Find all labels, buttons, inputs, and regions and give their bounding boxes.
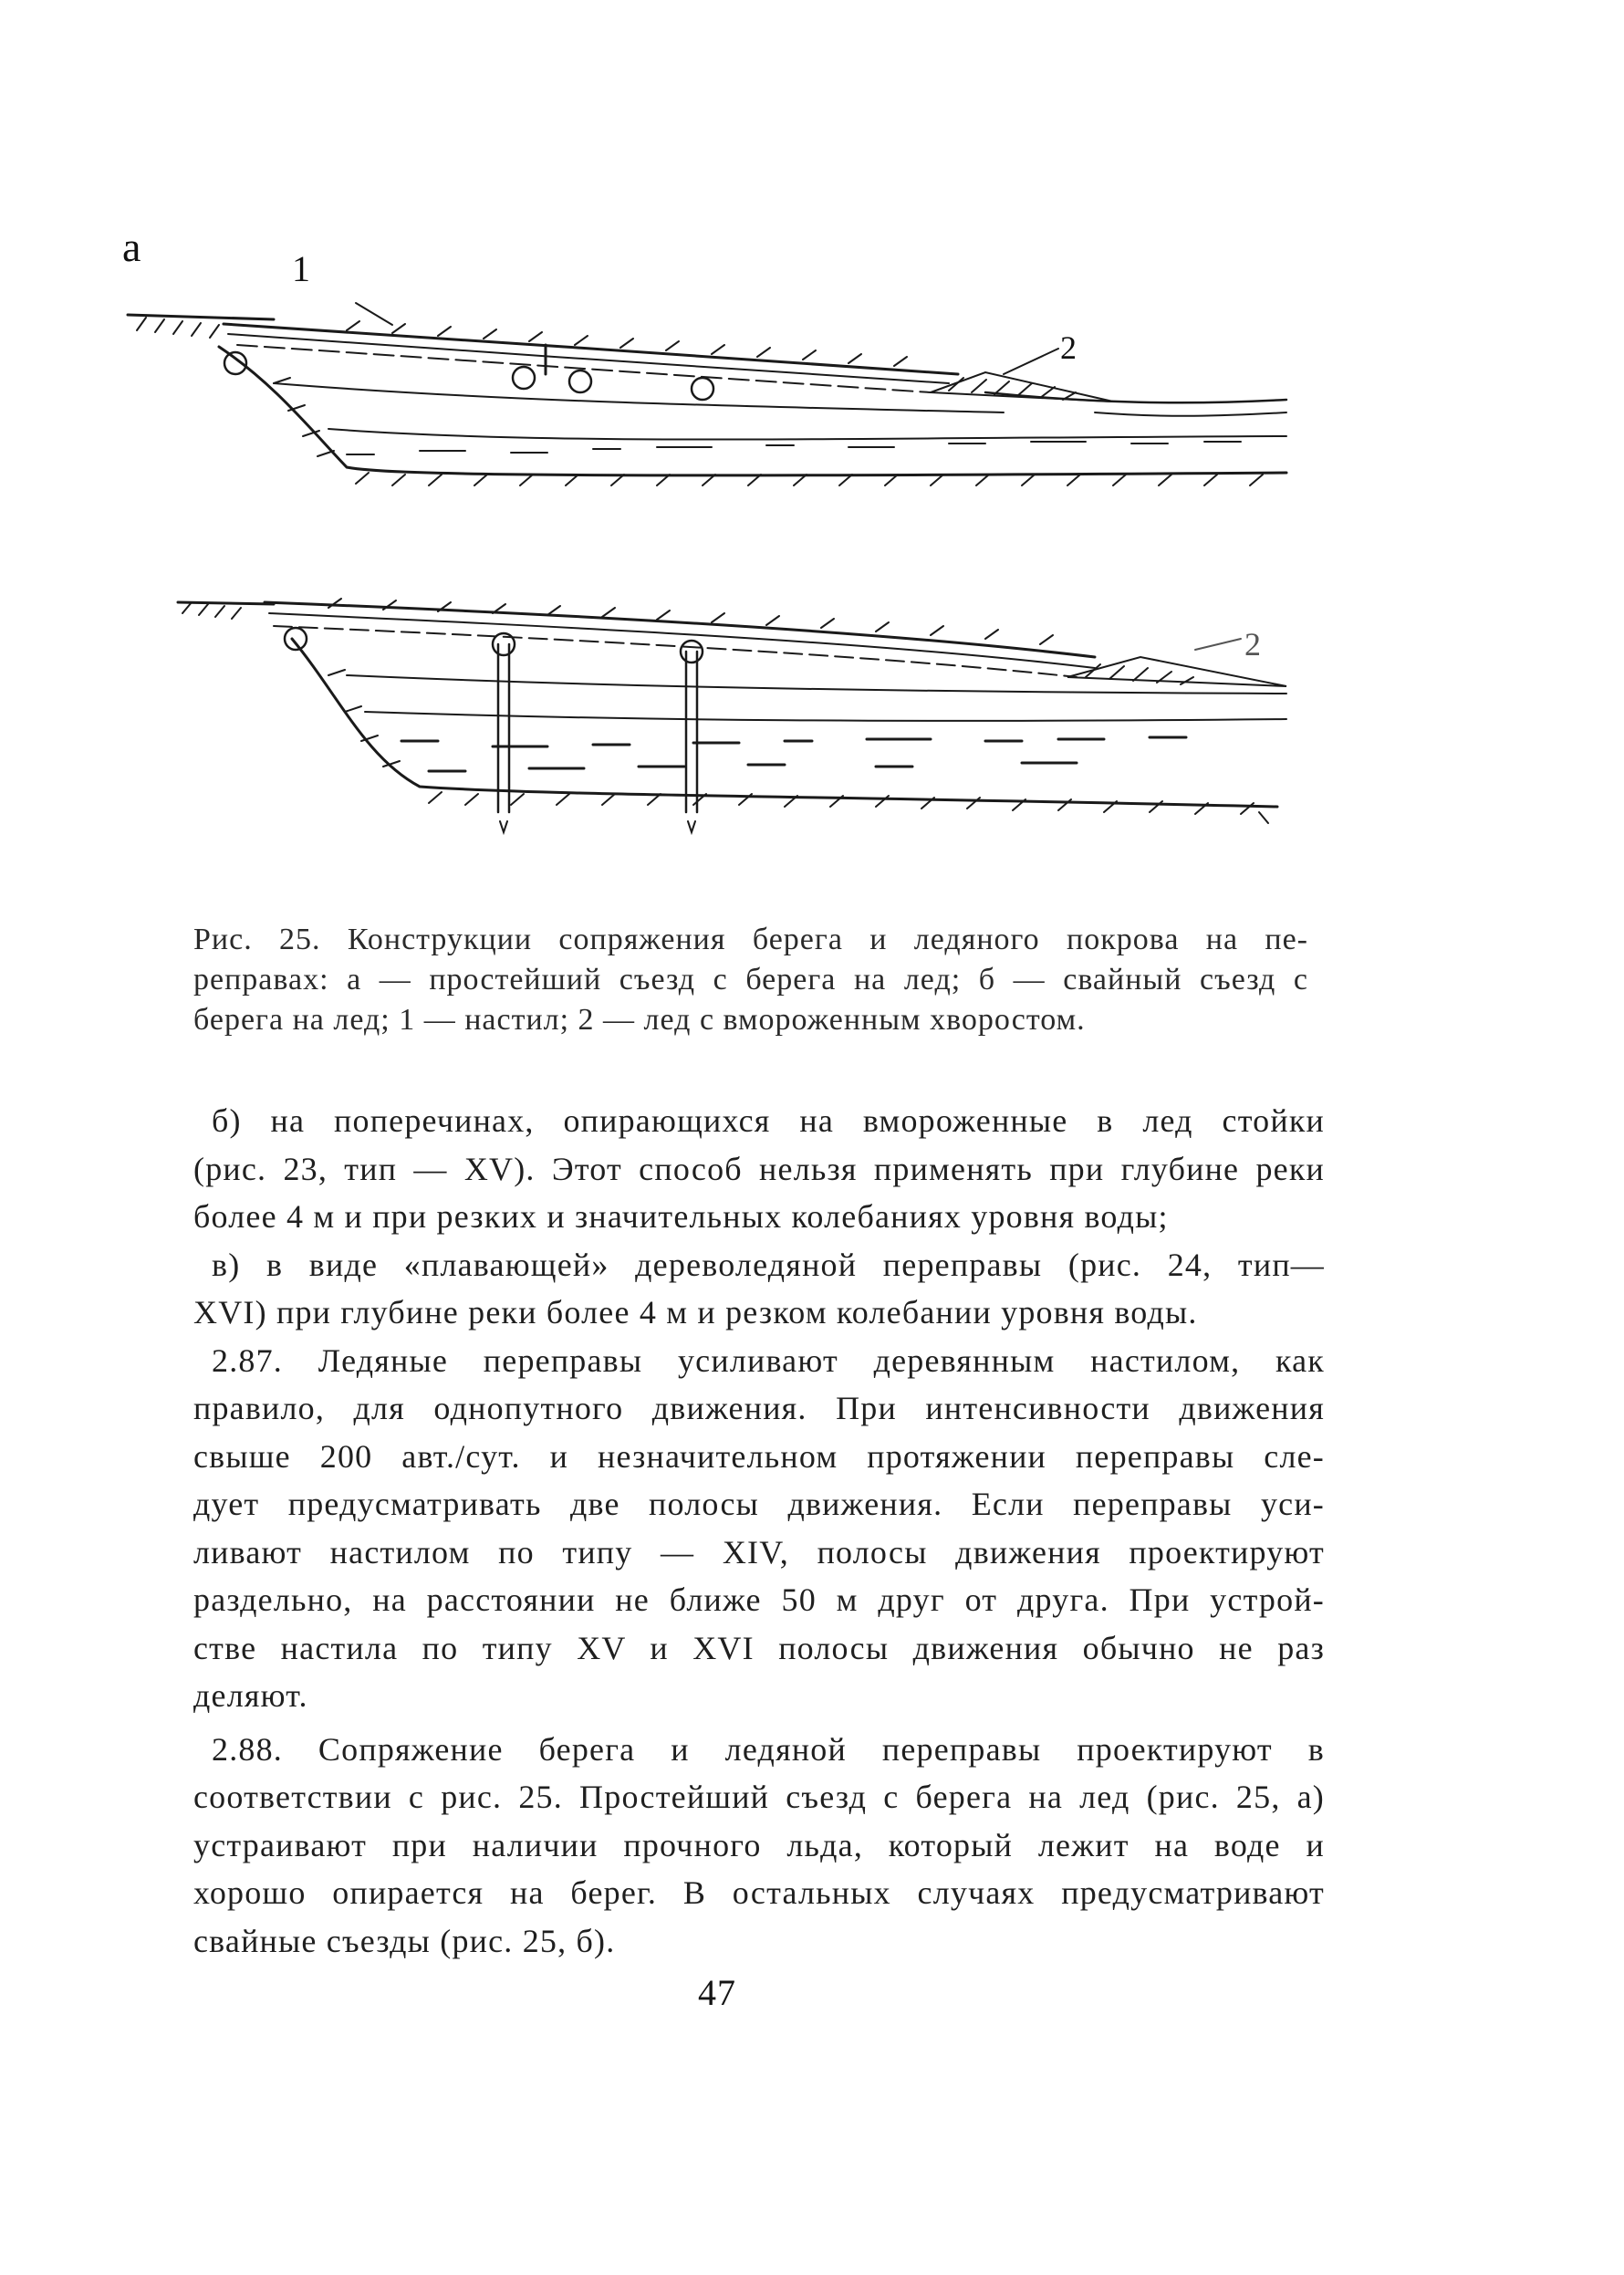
figure-label-a: а xyxy=(122,224,141,270)
callout-label-2-lower: 2 xyxy=(1244,626,1261,663)
text-line: XVI) при глубине реки более 4 м и резком колебании уровня воды. xyxy=(193,1294,1198,1331)
paragraph xyxy=(193,1337,1325,1720)
text-line: свайные съезды (рис. 25, б). xyxy=(193,1922,616,1959)
text-line: устраивают при наличии прочного льда, который лежит на воде и xyxy=(193,1826,1325,1863)
figure-caption xyxy=(193,920,1308,1040)
text-line: более 4 м и при резких и значительных колебаниях уровня воды; xyxy=(193,1198,1169,1235)
text-line: 2.87. Ледяные переправы усиливают деревянным настилом, как xyxy=(212,1341,1325,1379)
figure-drawing xyxy=(0,0,1624,876)
text-line: (рис. 23, тип — XV). Этот способ нельзя применять при глубине реки xyxy=(193,1150,1325,1187)
caption-line: Рис. 25. Конструкции сопряжения берега и ледяного покрова на пе- xyxy=(193,923,1308,956)
caption-line: реправах: а — простейший съезд с берега на лед; б — свайный съезд с xyxy=(193,963,1308,997)
text-line: 2.88. Сопряжение берега и ледяной переправы проектируют в xyxy=(212,1730,1325,1768)
text-line: свыше 200 авт./сут. и незначительном протяжении переправы сле- xyxy=(193,1437,1325,1475)
text-line: хорошо опирается на берег. В остальных случаях предусматривают xyxy=(193,1874,1325,1911)
drawing-a xyxy=(128,303,1286,485)
body-text xyxy=(193,1097,1325,1965)
paragraph xyxy=(193,1726,1325,1966)
text-line: соответствии с рис. 25. Простейший съезд с берега на лед (рис. 25, а) xyxy=(193,1779,1325,1815)
callout-label-1: 1 xyxy=(292,248,310,289)
callout-label-2-upper: 2 xyxy=(1060,329,1077,366)
drawing-b xyxy=(178,599,1286,832)
paragraph xyxy=(193,1097,1325,1241)
text-line: б) на поперечинах, опирающихся на вмороженные в лед стойки xyxy=(212,1102,1325,1139)
text-line: ливают настилом по типу — XIV, полосы движения проектируют xyxy=(193,1533,1325,1571)
text-line: в) в виде «плавающей» дереволедяной переправы (рис. 24, тип— xyxy=(212,1246,1325,1283)
text-line: раздельно, на расстоянии не ближе 50 м друг от друга. При устрой- xyxy=(193,1581,1325,1618)
caption-line: берега на лед; 1 — настил; 2 — лед с вмороженным хворостом. xyxy=(193,1003,1086,1037)
text-line: стве настила по типу XV и XVI полосы движения обычно не раз xyxy=(193,1629,1325,1666)
text-line: деляют. xyxy=(193,1677,308,1714)
text-line: дует предусматривать две полосы движения. Если переправы уси- xyxy=(193,1486,1325,1522)
paragraph xyxy=(193,1241,1325,1337)
page-number: 47 xyxy=(698,1972,736,2013)
text-line: правило, для однопутного движения. При интенсивности движения xyxy=(193,1390,1325,1426)
